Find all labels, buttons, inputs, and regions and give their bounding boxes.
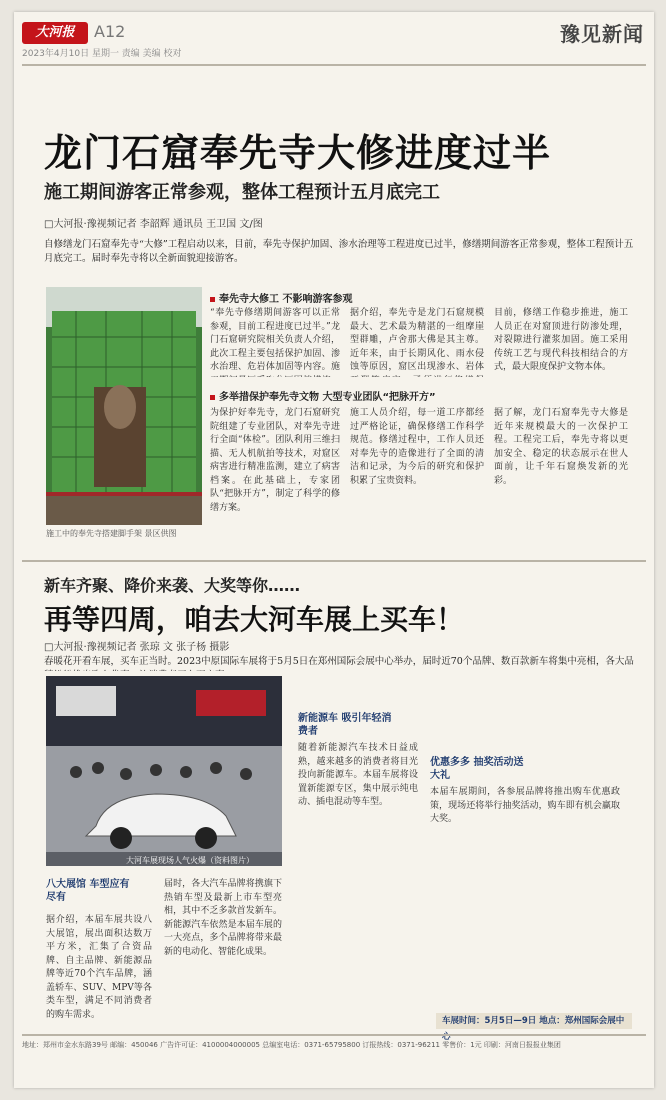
- article2-column4: 本届车展期间，各参展品牌将推出购车优惠政策，现场还将举行抽奖活动，购车即有机会赢取大奖。: [430, 787, 620, 824]
- newspaper-logo: 大河报: [22, 22, 88, 44]
- article1-column2: 据介绍，奉先寺是龙门石窟规模最大、艺术最为精湛的一组摩崖型群雕，卢舍那大佛是其主尊。近年来，由于长期风化、雨水侵蚀等原因，窟区出现渗水、岩体: [350, 308, 484, 372]
- article1-box1-text: “奉先寺修缮期间游客可以正常参观，目前工程进度已过半。”龙门石窟研究院相关负责人介绍，此次工程主要包括保护加固、渗水治理、危岩体加固等内容。施: [210, 308, 340, 372]
- article2-photo-caption: 大河车展现场人气火爆（资料图片）: [126, 856, 254, 865]
- auto-show-photo: [46, 676, 282, 866]
- section-title: 豫见新闻: [560, 22, 644, 46]
- article2-column3: 随着新能源汽车技术日益成熟，越来越多的消费者将目光投向新能源车。本届车展将设置新能源专区，集中展示纯电动、插电混动等车型。: [298, 743, 418, 807]
- article1-column6: 据了解，龙门石窟奉先寺大修是近年来规模最大的一次保护工程。工程完工后，奉先寺将以更加安全、稳定的状态展示在世人面前，让千年石窟焕发新的光彩。: [494, 408, 628, 486]
- page-footer: 地址：郑州市金水东路39号 邮编：450046 广告许可证：4100004000005 总编室电话：0371-65795800 订报热线：0371-96211 零售价：1元 印刷：河南日报报业集团: [22, 1041, 561, 1049]
- article2-sub3: 优惠多多 抽奖活动送大礼: [430, 757, 524, 781]
- article1-column3: 目前，修缮工作稳步推进，施工人员正在对窟顶进行防渗处理，对裂隙进行灌浆加固。施工采用传统工艺与现代科技相结合的方式，最大限度保护文物本体。: [494, 308, 628, 372]
- article1-box1-title: 奉先寺大修工 不影响游客参观: [210, 290, 352, 305]
- masthead: [14, 12, 654, 60]
- auto-show-info-bar: 车展时间：5月5日—9日 地点：郑州国际会展中心: [436, 1013, 632, 1029]
- dateline: 2023年4月10日 星期一 责编 美编 校对: [22, 49, 182, 59]
- article1-box2-text: 为保护好奉先寺，龙门石窟研究院组建了专业团队，对奉先寺进行全面“体检”。团队利用三维扫描、无人机航拍等技术，对窟区病害进行精准监测，建立了病害档案。在此基础上，专家团队“把脉开方”，制定了科学的修缮方案。: [210, 408, 340, 513]
- page-number: A12: [94, 22, 126, 41]
- scaffolding-photo: [46, 287, 202, 525]
- article1-headline: 龙门石窟奉先寺大修进度过半: [44, 131, 552, 175]
- article2-lead: 春暖花开看车展，买车正当时。2023中原国际车展将于5月5日在郑州国际会展中心举办，届时近70个品牌、数百款新车将集中亮相，各大品: [44, 656, 634, 667]
- article2-sub1: 八大展馆 车型应有尽有: [46, 879, 130, 903]
- article2-sub2: 新能源车 吸引年轻消费者: [298, 713, 392, 737]
- article1-photo-caption: 施工中的奉先寺搭建脚手架 景区供图: [46, 529, 177, 538]
- article2-byline: □大河报·豫视频记者 张琼 文 张子杨 摄影: [44, 642, 230, 653]
- scaffolding-illustration: [46, 287, 202, 525]
- article-divider: [22, 560, 646, 562]
- masthead-divider: [22, 64, 646, 66]
- article1-box2-title: 多举措保护奉先寺文物 大型专业团队“把脉开方”: [210, 388, 436, 403]
- article2-headline: 再等四周，咱去大河车展上买车！: [44, 603, 465, 636]
- footer-divider: [22, 1034, 646, 1036]
- auto-show-illustration: [46, 676, 282, 866]
- article1-byline: □大河报·豫视频记者 李韶辉 通讯员 王卫国 文/图: [44, 219, 263, 230]
- article1-lead: 自修缮龙门石窟奉先寺“大修”工程启动以来，目前，奉先寺保护加固、渗水治理等工程进度已过半，修缮期间游客正常参观，整体工程预计五月底完工。届时奉先寺将以全新面貌迎接游客。: [44, 239, 634, 264]
- article2-kicker: 新车齐聚、降价来袭、大奖等你……: [44, 576, 301, 595]
- article2-column2: 届时，各大汽车品牌将携旗下热销车型及最新上市车型亮相，其中不乏多款首发新车。新能源汽车依然是本届车展的一大亮点，多个品牌将带来最新的电动化、智能化成果。: [164, 879, 282, 957]
- article1-column5: 施工人员介绍，每一道工序都经过严格论证，确保修缮工作科学规范。修缮过程中，工作人员还对奉先寺的造像进行了全面的清洁和记录，为今后的研究和保护积累了宝贵资料。: [350, 408, 484, 486]
- article2-sub1-text: 据介绍，本届车展共设八大展馆，展出面积达数万平方米，汇集了合资品牌、自主品牌、新能源品牌等近70个汽车品牌，涵盖轿车、SUV、MPV等各类车型，满足不同消费者的购车需求。: [46, 915, 152, 1020]
- article1-subhead: 施工期间游客正常参观，整体工程预计五月底完工: [44, 182, 440, 203]
- newspaper-page: [14, 12, 654, 1088]
